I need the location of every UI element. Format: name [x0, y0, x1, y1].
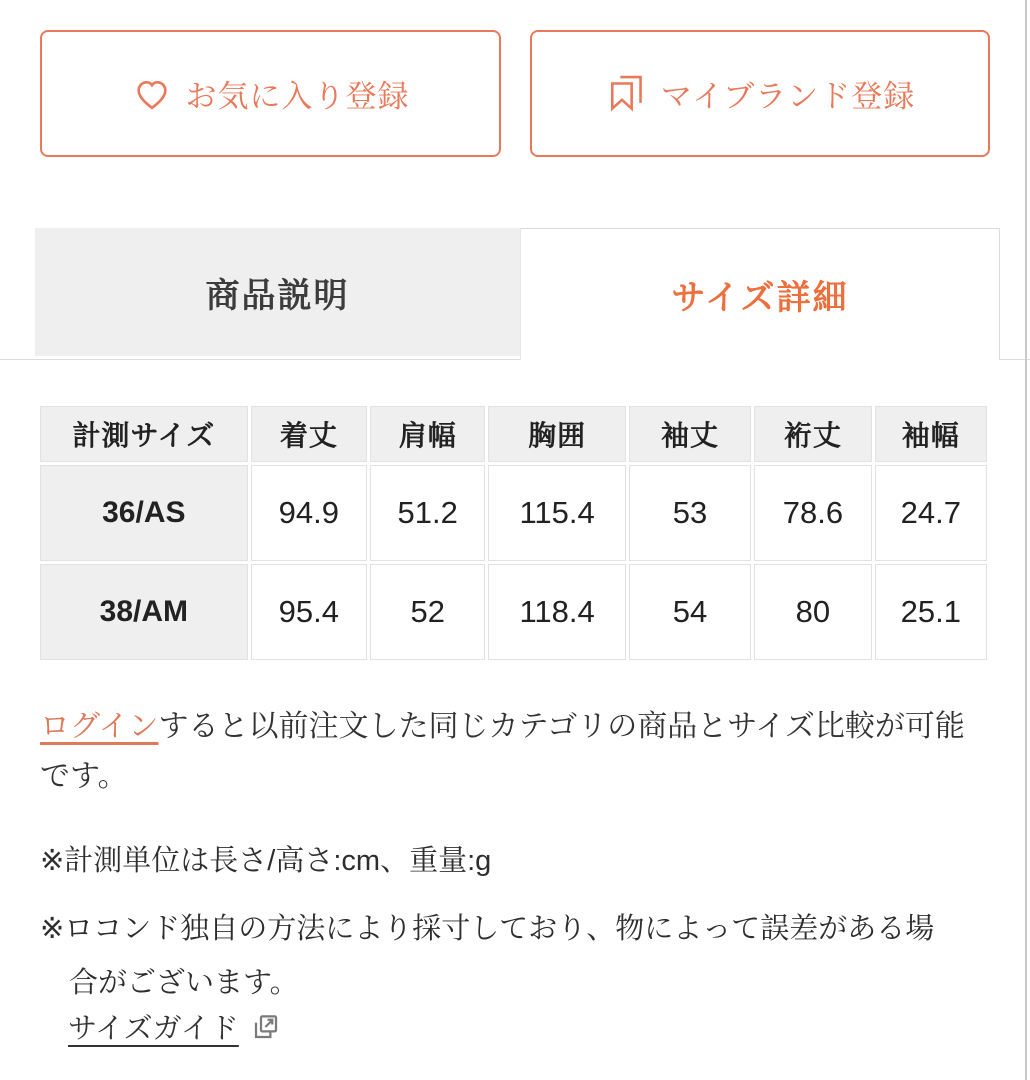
- tab-product-description-label: 商品説明: [205, 276, 350, 315]
- cell-value: 78.6: [754, 465, 871, 561]
- login-compare-note: [40, 702, 965, 802]
- favorite-register-button[interactable]: [40, 30, 501, 157]
- col-header-shoulder: 肩幅: [370, 406, 485, 462]
- col-header-length: 着丈: [251, 406, 367, 462]
- mybrand-register-label: マイブランド登録: [660, 79, 916, 114]
- table-row: [40, 564, 987, 660]
- login-note-rest: すると以前注文した同じカテゴリの商品とサイズ比較が可能です。: [40, 710, 965, 793]
- col-header-sleeve-length: 袖丈: [629, 406, 751, 462]
- external-link-icon: [251, 1012, 281, 1042]
- col-header-sleeve-width: 袖幅: [875, 406, 987, 462]
- cell-value: 115.4: [488, 465, 625, 561]
- cell-value: 53: [629, 465, 751, 561]
- note-measurement-method: ※ロコンド独自の方法により採寸しており、物によって誤差がある場合がございます。: [40, 913, 935, 999]
- col-header-yuki-length: 裄丈: [754, 406, 871, 462]
- row-size-label: 36/AS: [40, 465, 248, 561]
- note-measurement-units: ※計測単位は長さ/高さ:cm、重量:g: [40, 845, 492, 877]
- cell-value: 94.9: [251, 465, 367, 561]
- size-guide-link[interactable]: サイズガイド: [68, 1013, 239, 1045]
- login-link[interactable]: ログイン: [40, 710, 159, 743]
- cell-value: 118.4: [488, 564, 625, 660]
- tab-size-detail-label: サイズ詳細: [671, 279, 849, 317]
- cell-value: 51.2: [370, 465, 485, 561]
- mybrand-register-button[interactable]: [530, 30, 990, 157]
- heart-icon: [132, 74, 172, 114]
- size-table: [37, 403, 990, 663]
- favorite-register-label: お気に入り登録: [185, 79, 410, 114]
- cell-value: 25.1: [875, 564, 987, 660]
- tab-product-description[interactable]: [35, 228, 520, 356]
- col-header-measure-size: 計測サイズ: [40, 406, 248, 462]
- tab-size-detail[interactable]: [520, 228, 1000, 360]
- cell-value: 24.7: [875, 465, 987, 561]
- cell-value: 52: [370, 564, 485, 660]
- size-table-header-row: [40, 406, 987, 462]
- cell-value: 80: [754, 564, 871, 660]
- bookmark-icon: [605, 73, 647, 115]
- product-tabs: [0, 228, 1030, 360]
- size-table-section: [37, 403, 990, 663]
- table-row: [40, 465, 987, 561]
- col-header-chest: 胸囲: [488, 406, 625, 462]
- size-guide-row: [68, 1006, 281, 1047]
- row-size-label: 38/AM: [40, 564, 248, 660]
- cell-value: 95.4: [251, 564, 367, 660]
- cell-value: 54: [629, 564, 751, 660]
